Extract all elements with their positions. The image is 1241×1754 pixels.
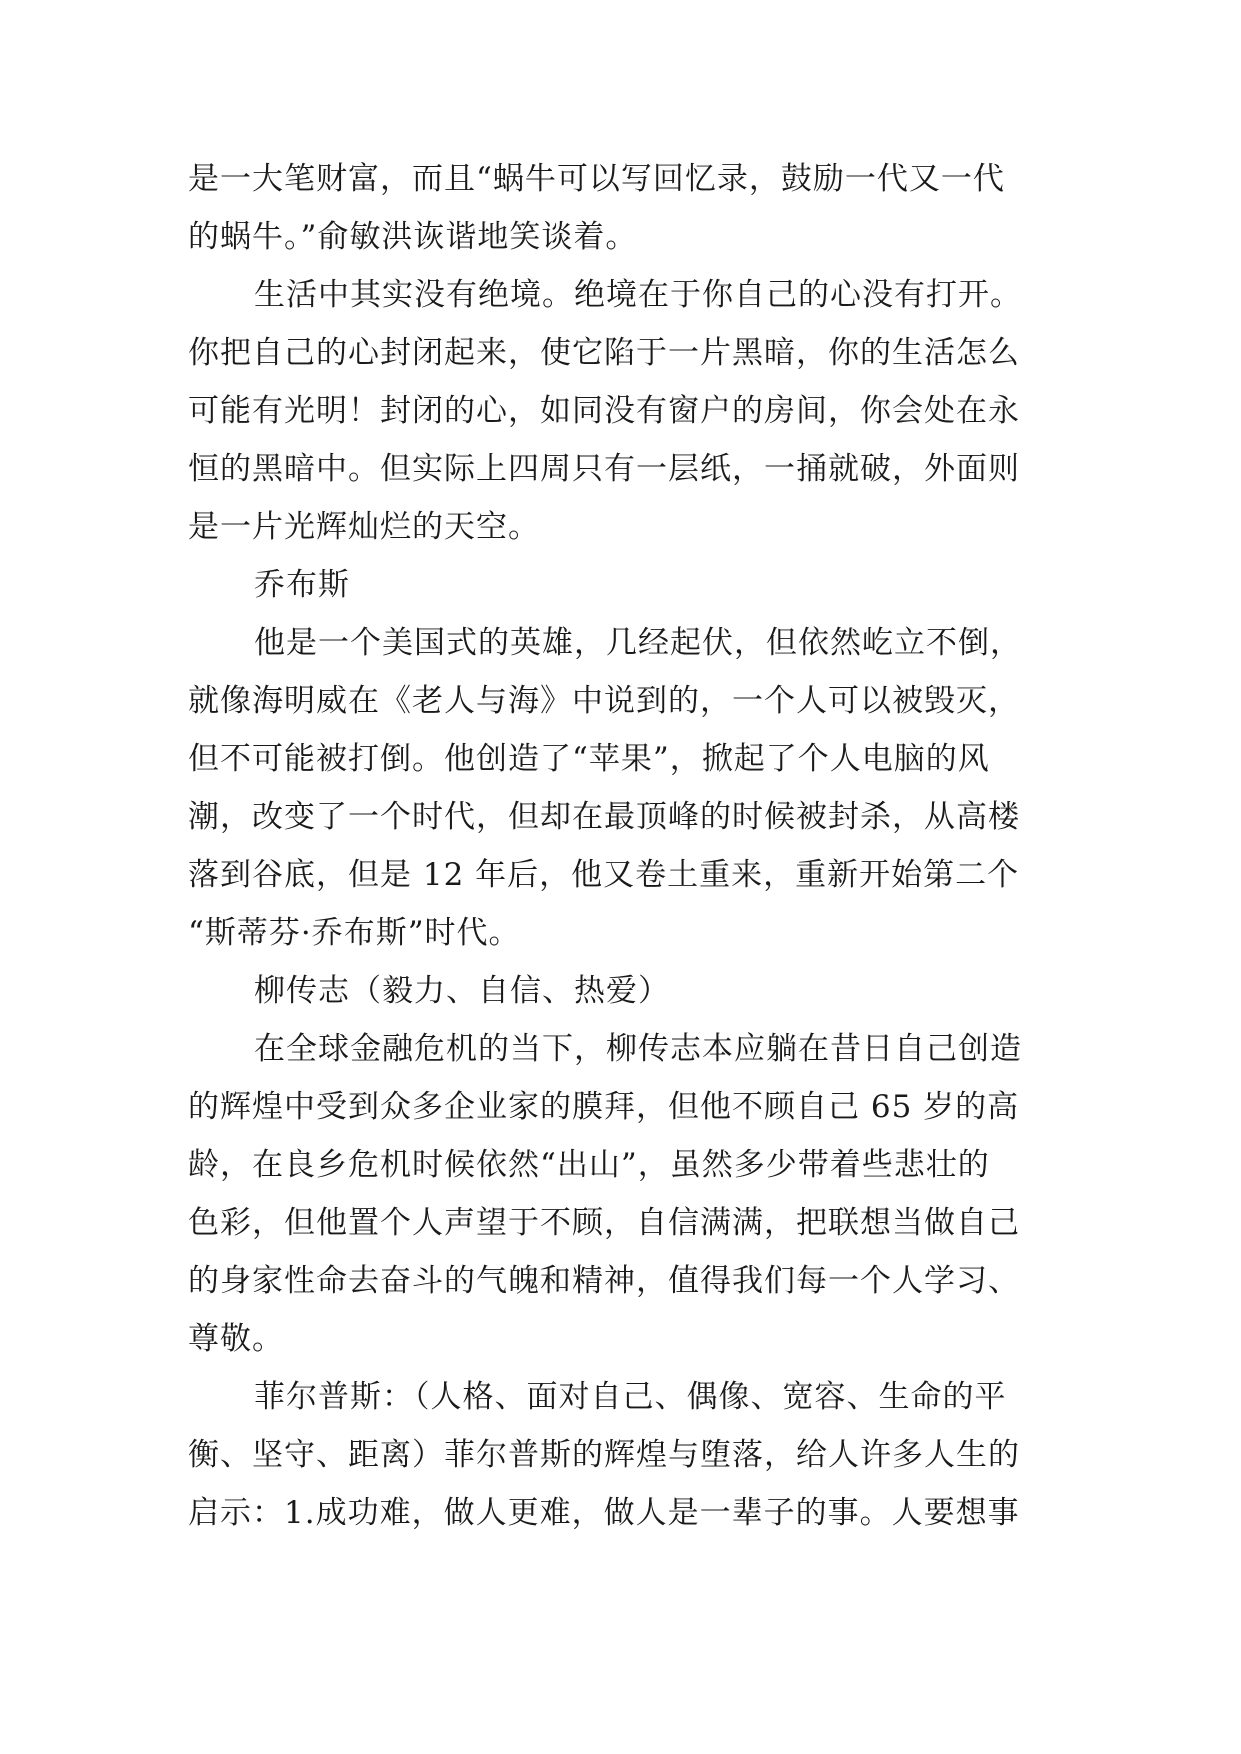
text-line: 色彩，但他置个人声望于不顾，自信满满，把联想当做自己 [188, 1205, 1020, 1241]
text-line: 尊敬。 [188, 1321, 284, 1357]
text-line: 是一片光辉灿烂的天空。 [188, 509, 540, 545]
text-line: 的蜗牛。”俞敏洪诙谐地笑谈着。 [188, 219, 638, 255]
text-line: 在全球金融危机的当下，柳传志本应躺在昔日自己创造 [254, 1031, 1022, 1067]
text-line: 可能有光明！封闭的心，如同没有窗户的房间，你会处在永 [188, 393, 1020, 429]
text-line: 落到谷底，但是 12 年后，他又卷土重来，重新开始第二个 [188, 857, 1020, 893]
text-line: 的身家性命去奋斗的气魄和精神，值得我们每一个人学习、 [188, 1263, 1020, 1299]
text-line: 就像海明威在《老人与海》中说到的，一个人可以被毁灭， [188, 683, 1020, 719]
text-line: 柳传志（毅力、自信、热爱） [254, 973, 670, 1009]
text-line: 潮，改变了一个时代，但却在最顶峰的时候被封杀，从高楼 [188, 799, 1020, 835]
text-line: 乔布斯 [254, 567, 350, 603]
text-line: 但不可能被打倒。他创造了“苹果”，掀起了个人电脑的风 [188, 741, 990, 777]
text-line: 是一大笔财富，而且“蜗牛可以写回忆录，鼓励一代又一代 [188, 161, 1005, 197]
text-line: 菲尔普斯：（人格、面对自己、偶像、宽容、生命的平 [254, 1379, 1007, 1415]
text-line: 的辉煌中受到众多企业家的膜拜，但他不顾自己 65 岁的高 [188, 1089, 1020, 1125]
text-line: 你把自己的心封闭起来，使它陷于一片黑暗，你的生活怎么 [188, 335, 1020, 371]
text-line: 恒的黑暗中。但实际上四周只有一层纸，一捅就破，外面则 [188, 451, 1020, 487]
text-line: 龄，在良乡危机时候依然“出山”，虽然多少带着些悲壮的 [188, 1147, 990, 1183]
text-line: “斯蒂芬·乔布斯”时代。 [188, 915, 521, 951]
text-line: 他是一个美国式的英雄，几经起伏，但依然屹立不倒， [254, 625, 1022, 661]
document-body [188, 150, 1058, 1542]
text-line: 启示：1.成功难，做人更难，做人是一辈子的事。人要想事 [188, 1495, 1020, 1531]
text-line: 衡、坚守、距离）菲尔普斯的辉煌与堕落，给人许多人生的 [188, 1437, 1020, 1473]
text-line: 生活中其实没有绝境。绝境在于你自己的心没有打开。 [254, 277, 1022, 313]
